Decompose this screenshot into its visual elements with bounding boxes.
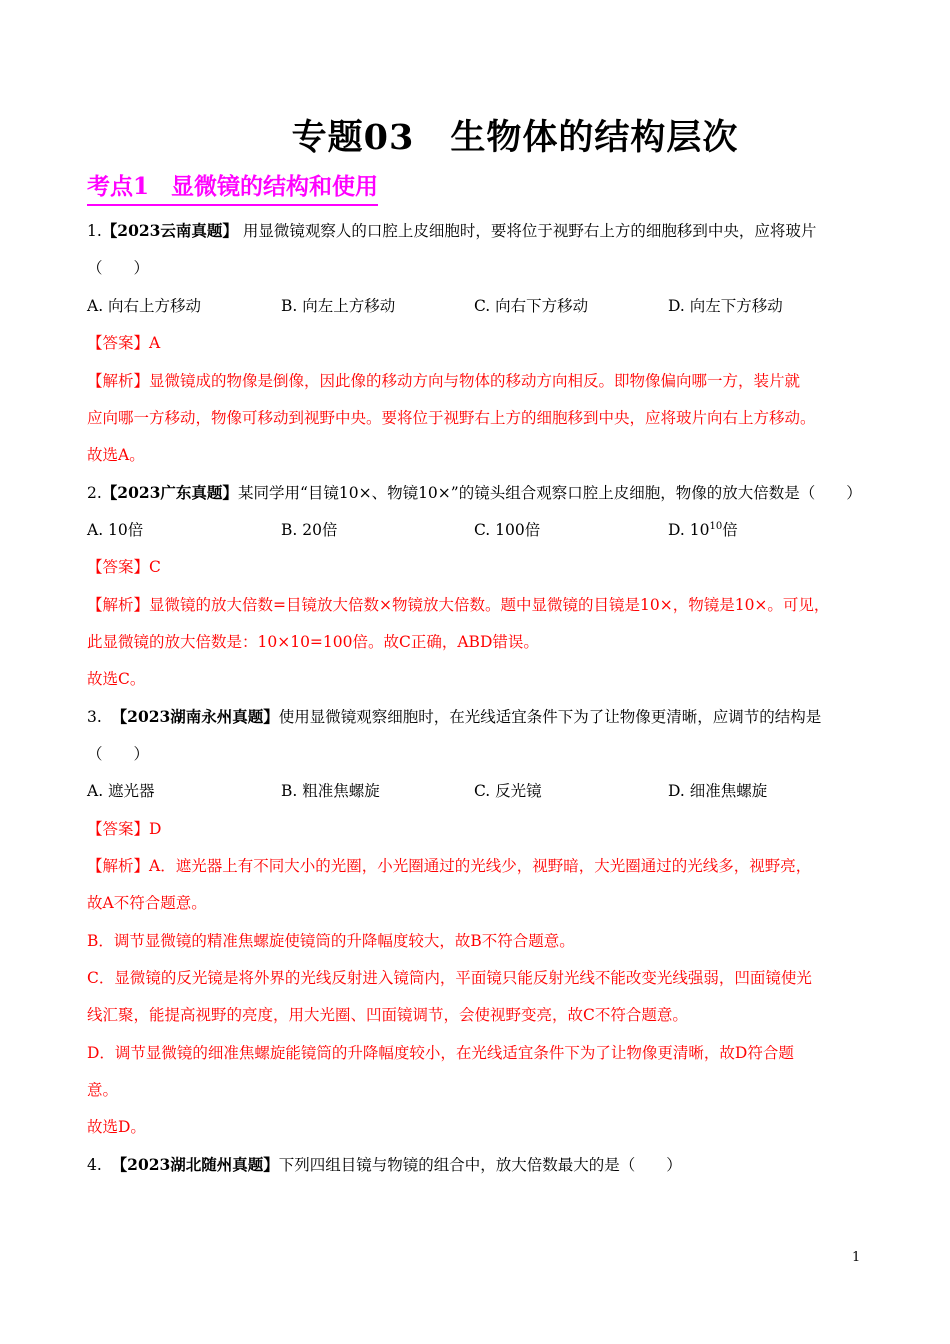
answer-label: 【答案】: [87, 820, 150, 838]
question-1-analysis-1: [87, 368, 867, 394]
question-4-stem-text: 下列四组目镜与物镜的组合中，放大倍数最大的是（ ）: [278, 1156, 682, 1174]
question-2-analysis-1: [87, 592, 867, 618]
question-3-analysis-4: C．显微镜的反光镜是将外界的光线反射进入镜筒内，平面镜只能反射光线不能改变光线强弱，凹面镜使光: [87, 969, 812, 987]
section-heading: [87, 170, 378, 206]
question-2-number: 2.: [87, 484, 102, 502]
question-1-number: 1.: [87, 222, 102, 240]
question-4-number: 4.: [87, 1156, 102, 1174]
question-3-option-d: D. 细准焦螺旋: [668, 782, 768, 800]
option-d-exponent: 10: [709, 520, 723, 532]
question-2-analysis-3: 故选C。: [87, 670, 146, 688]
answer-value: A: [149, 334, 161, 352]
question-3-stem: [87, 704, 867, 730]
question-1-answer: [87, 330, 867, 356]
answer-value: C: [149, 558, 161, 576]
question-3-option-b: B. 粗准焦螺旋: [281, 782, 380, 800]
analysis-text: 显微镜的放大倍数=目镜放大倍数×物镜放大倍数。题中显微镜的目镜是10×，物镜是10×。可见，: [149, 596, 830, 614]
question-1-stem: [87, 218, 867, 244]
question-3-analysis-2: 故A不符合题意。: [87, 894, 207, 912]
analysis-label: 【解析】: [87, 596, 150, 614]
question-3-analysis-3: B．调节显微镜的精准焦螺旋使镜筒的升降幅度较大，故B不符合题意。: [87, 932, 575, 950]
option-d-suffix: 倍: [722, 521, 738, 539]
answer-label: 【答案】: [87, 334, 150, 352]
question-3-source: 【2023湖南永州真题】: [111, 707, 279, 726]
question-3-analysis-7: 意。: [87, 1081, 119, 1099]
question-3-blank: （ ）: [87, 745, 150, 763]
question-2-answer: [87, 554, 867, 580]
question-1-analysis-3: 故选A。: [87, 446, 145, 464]
question-3-number: 3.: [87, 708, 102, 726]
question-1-option-d: D. 向左下方移动: [668, 297, 783, 315]
section-text: 显微镜的结构和使用: [171, 173, 379, 200]
question-2-option-b: B. 20倍: [281, 521, 338, 539]
question-2-option-c: C. 100倍: [474, 521, 541, 539]
question-3-answer: [87, 816, 867, 842]
option-d-base: D. 10: [668, 521, 710, 539]
page-title: 专题03 生物体的结构层次: [291, 117, 739, 158]
question-3-stem-text: 使用显微镜观察细胞时，在光线适宜条件下为了让物像更清晰，应调节的结构是: [278, 708, 822, 726]
question-3-option-c: C. 反光镜: [474, 782, 542, 800]
question-1-source: 【2023云南真题】: [101, 221, 238, 240]
question-1-analysis-2: 应向哪一方移动，物像可移动到视野中央。要将位于视野右上方的细胞移到中央，应将玻片向右上方移动。: [87, 409, 816, 427]
question-1-stem-text: 用显微镜观察人的口腔上皮细胞时，要将位于视野右上方的细胞移到中央，应将玻片: [237, 222, 817, 240]
question-1-option-a: A. 向右上方移动: [87, 297, 202, 315]
question-4-stem: [87, 1152, 867, 1178]
question-2-option-a: A. 10倍: [87, 521, 144, 539]
question-3-analysis-8: 故选D。: [87, 1118, 146, 1136]
question-3-option-a: A. 遮光器: [87, 782, 155, 800]
question-3-analysis-1: [87, 853, 867, 879]
question-2-stem: [87, 480, 867, 506]
analysis-label: 【解析】: [87, 372, 150, 390]
answer-label: 【答案】: [87, 558, 150, 576]
question-1-blank: （ ）: [87, 259, 150, 277]
answer-value: D: [149, 820, 162, 838]
analysis-label: 【解析】: [87, 857, 150, 875]
question-4-source: 【2023湖北随州真题】: [111, 1155, 279, 1174]
question-3-analysis-6: D．调节显微镜的细准焦螺旋能镜筒的升降幅度较小，在光线适宜条件下为了让物像更清晰，故D符合题: [87, 1044, 794, 1062]
analysis-text: A．遮光器上有不同大小的光圈，小光圈通过的光线少，视野暗，大光圈通过的光线多，视野亮，: [149, 857, 812, 875]
question-2-source: 【2023广东真题】: [101, 483, 238, 502]
question-1-option-c: C. 向右下方移动: [474, 297, 589, 315]
question-2-stem-text: 某同学用“目镜10×、物镜10×”的镜头组合观察口腔上皮细胞，物像的放大倍数是（ ）: [237, 484, 862, 502]
question-2-option-d: [668, 517, 738, 543]
question-3-analysis-5: 线汇聚，能提高视野的亮度，用大光圈、凹面镜调节，会使视野变亮，故C不符合题意。: [87, 1006, 688, 1024]
page-number: 1: [852, 1250, 861, 1265]
section-label: 考点1: [87, 173, 150, 200]
question-2-analysis-2: 此显微镜的放大倍数是：10×10=100倍。故C正确，ABD错误。: [87, 633, 539, 651]
question-1-option-b: B. 向左上方移动: [281, 297, 396, 315]
analysis-text: 显微镜成的物像是倒像，因此像的移动方向与物体的移动方向相反。即物像偏向哪一方，装片就: [149, 372, 801, 390]
